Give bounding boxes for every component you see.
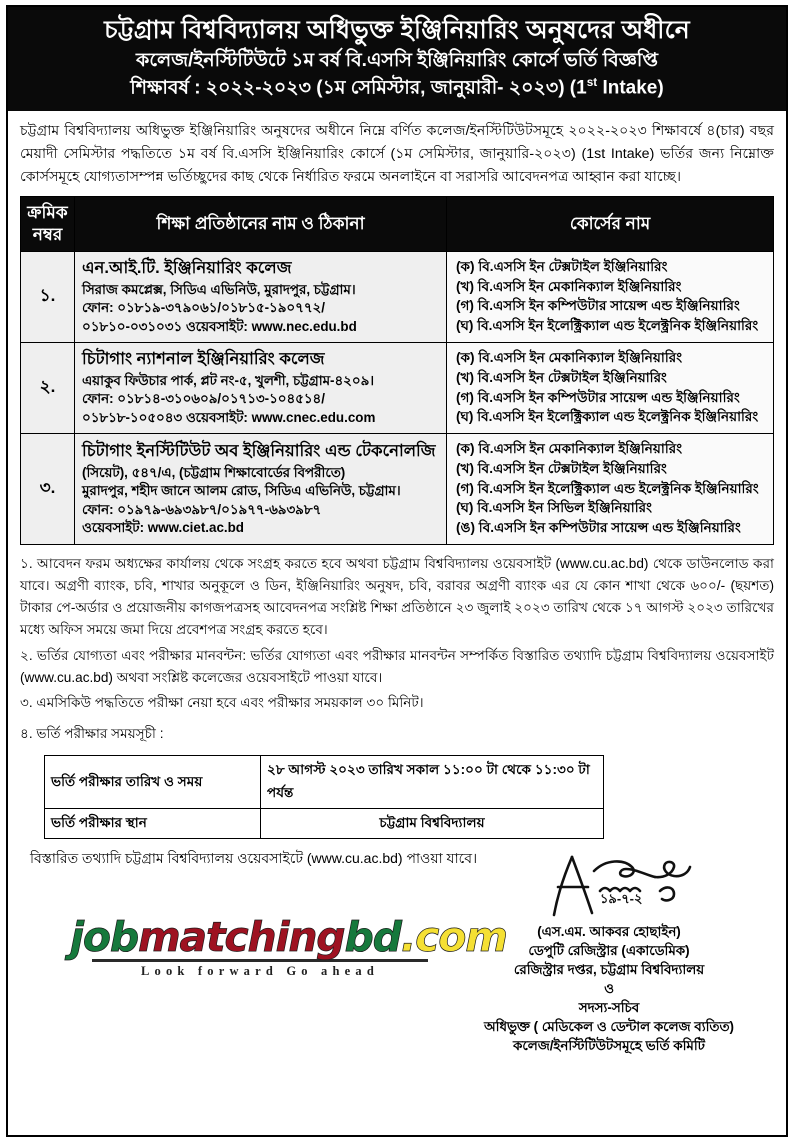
signatory-title-6: কলেজ/ইনস্টিটিউটসমূহে ভর্তি কমিটি xyxy=(513,1038,705,1054)
institution-address: সিরাজ কমপ্লেক্স, সিডিএ এভিনিউ, মুরাদপুর, চট্টগ্রাম। xyxy=(82,281,356,297)
note-3: ৩. এমসিকিউ পদ্ধতিতে পরীক্ষা নেয়া হবে এবং পরীক্ষার সময়কাল ৩০ মিনিট। xyxy=(20,694,424,710)
closing-note: বিস্তারিত তথ্যাদি চট্টগ্রাম বিশ্ববিদ্যালয় ওয়েবসাইটে (www.cu.ac.bd) পাওয়া যাবে। xyxy=(30,850,478,867)
institution-phone-2: ০১৮১৮-১০৫০৪৩ ওয়েবসাইট: www.cnec.edu.com xyxy=(82,409,376,425)
intro-paragraph: চট্টগ্রাম বিশ্ববিদ্যালয় অধিভুক্ত ইঞ্জিনিয়ারিং অনুষদের অধীনে নিম্নে বর্ণিত কলেজ/ইনস্টিটিউটসমূহে ২০২২-২০২৩ শিক্ষাবর্ষে ৪(চার) বছর মেয়াদী সেমিস্টার পদ্ধতিতে ১ম বর্ষ বি.এসসি ইঞ্জিনিয়ারিং কোর্সে (১ম সেমিস্টার, জানুয়ারি-২০২৩) (1st Intake) ভর্তির জন্য নিম্নোক্ত কোর্সসমূহে যোগ্যতাসম্পন্ন ভর্তিচ্ছুদের কাছ থেকে নির্ধারিত ফরমে অনলাইনে বা সরাসরি আবেদনপত্র আহ্বান করা যাচ্ছে। xyxy=(20,122,774,185)
signature-block xyxy=(450,847,768,1055)
logo-tagline: Look forward Go ahead xyxy=(140,964,380,979)
column-header-serial-line1: ক্রমিক xyxy=(27,202,68,222)
jobmatchingbd-logo xyxy=(70,913,507,979)
signatory-title-1: ডেপুটি রেজিস্ট্রার (একাডেমিক) xyxy=(528,943,690,959)
institution-name: চিটাগাং ইনস্টিটিউট অব ইঞ্জিনিয়ারিং এন্ড টেকনোলজি xyxy=(82,441,436,460)
row-institution xyxy=(75,434,447,545)
table-row xyxy=(45,809,604,839)
logo-part-job: job xyxy=(70,913,138,962)
schedule-table-body xyxy=(45,756,604,839)
institution-address-2: মুরাদপুর, শহীদ জানে আলম রোড, সিডিএ এভিনিউ, চট্টগ্রাম। xyxy=(82,483,401,498)
note-4: ৪. ভর্তি পরীক্ষার সময়সূচী : xyxy=(20,725,164,741)
notes-section xyxy=(8,545,786,753)
row-courses xyxy=(447,251,774,342)
header-intake-label: Intake) xyxy=(597,77,664,99)
row-courses xyxy=(447,434,774,545)
schedule-table-wrapper xyxy=(8,753,786,839)
course-item: (ক) বি.এসসি ইন টেক্সটাইল ইঞ্জিনিয়ারিং xyxy=(456,259,668,275)
header-title-line-3 xyxy=(18,76,776,100)
course-item: (খ) বি.এসসি ইন মেকানিক্যাল ইঞ্জিনিয়ারিং xyxy=(456,278,682,294)
table-row xyxy=(21,434,774,545)
institution-phone-1: ফোন: ০১৮১৪-৩১০৬০৯/০১৭১৩-১০৪৫১৪/ xyxy=(82,391,325,407)
course-item: (ঘ) বি.এসসি ইন সিভিল ইঞ্জিনিয়ারিং xyxy=(456,500,652,516)
course-item: (খ) বি.এসসি ইন টেক্সটাইল ইঞ্জিনিয়ারিং xyxy=(456,461,667,477)
table-header-row xyxy=(21,196,774,251)
schedule-label-venue: ভর্তি পরীক্ষার স্থান xyxy=(45,809,261,839)
header-title-line-1: চট্টগ্রাম বিশ্ববিদ্যালয় অধিভুক্ত ইঞ্জিনিয়ারিং অনুষদের অধীনে xyxy=(104,16,690,44)
signatory-title-4: সদস্য-সচিব xyxy=(578,1000,640,1016)
row-serial: ২. xyxy=(21,343,75,434)
course-item: (ক) বি.এসসি ইন মেকানিক্যাল ইঞ্জিনিয়ারিং xyxy=(456,350,683,366)
signature-date-text: ১৯-৭-২ xyxy=(600,891,643,907)
institution-phone-1: ফোন: ০১৮১৯-৩৭৯০৬১/০১৮১৫-১৯০৭৭২/ xyxy=(82,300,325,316)
header-title-line-2: কলেজ/ইনস্টিটিউটে ১ম বর্ষ বি.এসসি ইঞ্জিনিয়ারিং কোর্সে ভর্তি বিজ্ঞপ্তি xyxy=(136,49,658,71)
course-item: (গ) বি.এসসি ইন ইলেক্ট্রিক্যাল এন্ড ইলেক্ট্রনিক ইঞ্জিনিয়ারিং xyxy=(456,480,759,496)
column-header-institution: শিক্ষা প্রতিষ্ঠানের নাম ও ঠিকানা xyxy=(75,196,447,251)
signatory-title-5: অধিভুক্ত ( মেডিকেল ও ডেন্টাল কলেজ ব্যতিত) xyxy=(484,1019,734,1035)
course-item: (ঘ) বি.এসসি ইন ইলেক্ট্রিক্যাল এন্ড ইলেক্ট্রনিক ইঞ্জিনিয়ারিং xyxy=(456,318,759,334)
course-item: (ঙ) বি.এসসি ইন কম্পিউটার সায়েন্স এন্ড ইঞ্জিনিয়ারিং xyxy=(456,520,741,536)
table-row xyxy=(21,343,774,434)
institution-phone-2: ওয়েবসাইট: www.ciet.ac.bd xyxy=(82,520,244,535)
row-institution xyxy=(75,251,447,342)
institutions-table-head xyxy=(21,196,774,251)
logo-part-matching: matching xyxy=(137,913,345,962)
schedule-value-venue: চট্টগ্রাম বিশ্ববিদ্যালয় xyxy=(261,809,604,839)
institution-address: এয়াকুব ফিউচার পার্ক, প্লট নং-৫, খুলশী, চট্টগ্রাম-৪২০৯। xyxy=(82,372,375,388)
header-banner xyxy=(8,7,786,111)
row-serial: ১. xyxy=(21,251,75,342)
header-session-pre: শিক্ষাবর্ষ : ২০২২-২০২৩ (১ম সেমিস্টার, জানুয়ারী- ২০২৩) (1 xyxy=(130,77,587,99)
signatory-name: (এস.এম. আকবর হোছাইন) xyxy=(537,924,681,940)
logo-part-dotcom: .com xyxy=(400,913,507,962)
institutions-table xyxy=(20,196,774,545)
course-item: (গ) বি.এসসি ইন কম্পিউটার সায়েন্স এন্ড ইঞ্জিনিয়ারিং xyxy=(456,389,740,405)
header-ordinal-suffix: st xyxy=(586,75,598,89)
column-header-serial-line2: নম্বর xyxy=(32,224,63,244)
course-item: (ঘ) বি.এসসি ইন ইলেক্ট্রিক্যাল এন্ড ইলেক্ট্রনিক ইঞ্জিনিয়ারিং xyxy=(456,409,759,425)
institutions-table-body xyxy=(21,251,774,544)
note-2: ২. ভর্তির যোগ্যতা এবং পরীক্ষার মানবন্টন: ভর্তির যোগ্যতা এবং পরীক্ষার মানবন্টন সম্পর্কিত বিস্তারিত তথ্যাদি চট্টগ্রাম বিশ্ববিদ্যালয় ওয়েবসাইট (www.cu.ac.bd) অথবা সংশ্লিষ্ট কলেজের ওয়েবসাইটে পাওয়া যাবে। xyxy=(20,647,774,685)
footer-section xyxy=(8,869,786,1135)
schedule-label-date: ভর্তি পরীক্ষার তারিখ ও সময় xyxy=(45,756,261,809)
signatory-title-2: রেজিস্ট্রার দপ্তর, চট্টগ্রাম বিশ্ববিদ্যালয় xyxy=(513,962,705,978)
institution-name: এন.আই.টি. ইঞ্জিনিয়ারিং কলেজ xyxy=(82,258,292,277)
row-institution xyxy=(75,343,447,434)
logo-wordmark xyxy=(70,913,507,962)
table-row xyxy=(45,756,604,809)
course-item: (খ) বি.এসসি ইন টেক্সটাইল ইঞ্জিনিয়ারিং xyxy=(456,370,667,386)
course-item: (ক) বি.এসসি ইন মেকানিক্যাল ইঞ্জিনিয়ারিং xyxy=(456,441,683,457)
institution-phone-1: ফোন: ০১৯৭৯-৬৯৩৯৮৭/০১৯৭৭-৬৯৩৯৮৭ xyxy=(82,501,322,517)
institution-name: চিটাগাং ন্যাশনাল ইঞ্জিনিয়ারিং কলেজ xyxy=(82,350,325,369)
row-courses xyxy=(447,343,774,434)
column-header-course: কোর্সের নাম xyxy=(447,196,774,251)
note-1: ১. আবেদন ফরম অধ্যক্ষের কার্যালয় থেকে সংগ্রহ করতে হবে অথবা চট্টগ্রাম বিশ্ববিদ্যালয় ওয়েবসাইট (www.cu.ac.bd) থেকে ডাউনলোড করা যাবে। অগ্রণী ব্যাংক, চবি, শাখার অনুকূলে ও ডিন, ইঞ্জিনিয়ারিং অনুষদ, চবি, বরাবর অগ্রণী ব্যাংক এর যে কোন শাখা থেকে ৬০০/- (ছয়শত) টাকার পে-অর্ডার ও প্রয়োজনীয় কাগজপত্রসহ আবেদনপত্র সংশ্লিষ্ট শিক্ষা প্রতিষ্ঠানে ২৩ জুলাই ২০২৩ তারিখ থেকে ১৭ আগস্ট ২০২৩ তারিখের মধ্যে অফিস সময়ে জমা দিয়ে প্রবেশপত্র সংগ্রহ করতে হবে। xyxy=(20,555,774,638)
institutions-table-wrapper xyxy=(8,196,786,545)
handwritten-signature-icon xyxy=(514,847,704,921)
institution-phone-2: ০১৮১০-০৩১০৩১ ওয়েবসাইট: www.nec.edu.bd xyxy=(82,318,357,334)
table-row xyxy=(21,251,774,342)
course-item: (গ) বি.এসসি ইন কম্পিউটার সায়েন্স এন্ড ইঞ্জিনিয়ারিং xyxy=(456,298,740,314)
schedule-value-date: ২৮ আগস্ট ২০২৩ তারিখ সকাল ১১:০০ টা থেকে ১১:৩০ টা পর্যন্ত xyxy=(261,756,604,809)
schedule-table xyxy=(44,755,604,839)
page-frame xyxy=(6,5,788,1137)
institution-address: (সিয়েট), ৫৪৭/এ, (চট্টগ্রাম শিক্ষাবোর্ডের বিপরীতে) xyxy=(82,464,346,480)
logo-part-bd: bd xyxy=(344,913,401,962)
row-serial: ৩. xyxy=(21,434,75,545)
signatory-conjunction: ও xyxy=(604,981,614,997)
column-header-serial xyxy=(21,196,75,251)
